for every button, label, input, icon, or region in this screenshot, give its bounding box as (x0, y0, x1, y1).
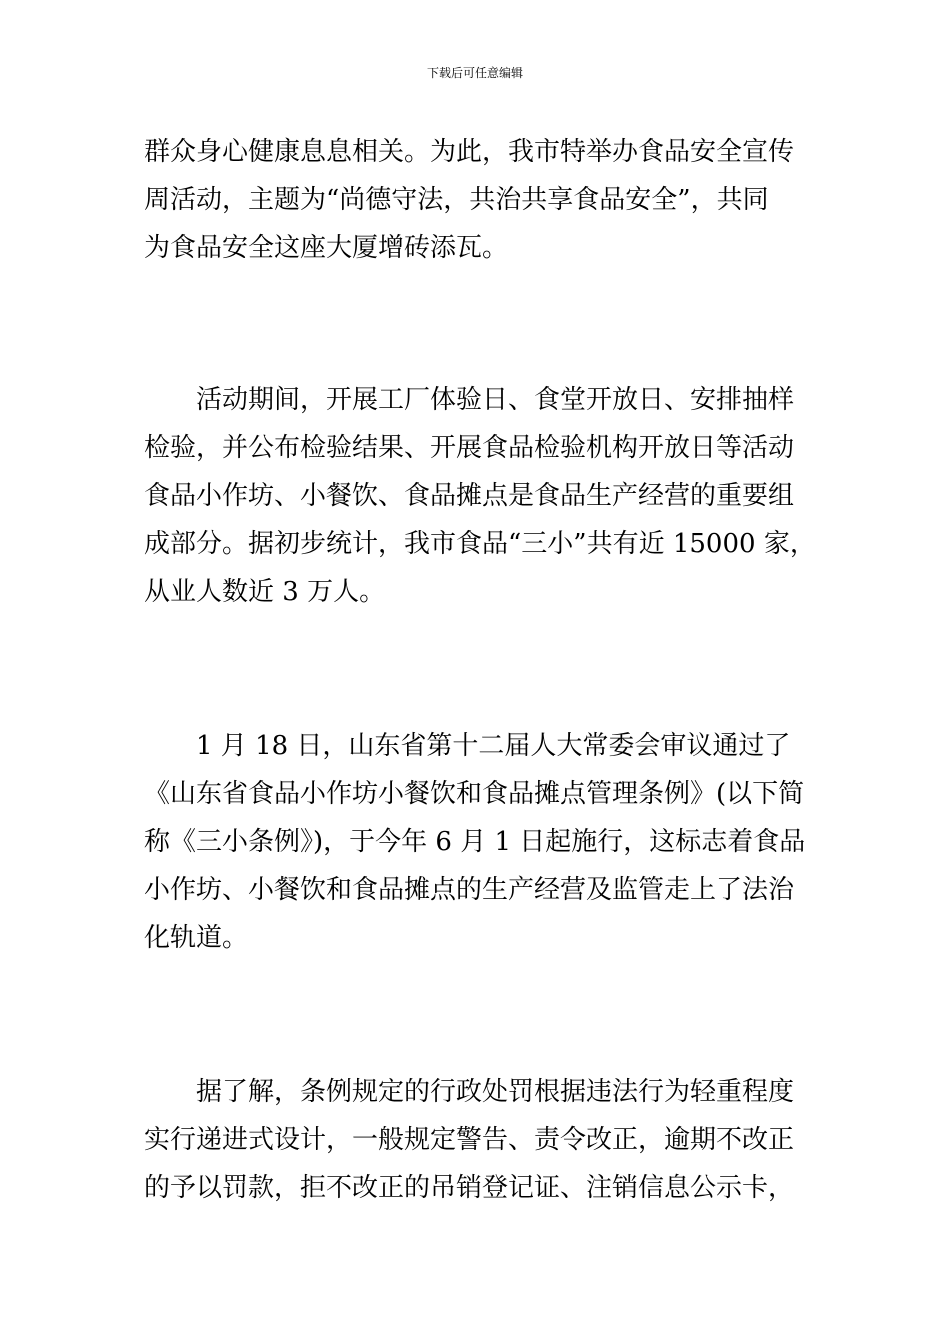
text-line: 据了解，条例规定的行政处罚根据违法行为轻重程度 (144, 1077, 795, 1107)
text-line: 群众身心健康息息相关。为此，我市特举办食品安全宣传 (144, 137, 795, 167)
text-line: 实行递进式设计，一般规定警告、责令改正，逾期不改正 (144, 1125, 795, 1155)
text-line: 活动期间，开展工厂体验日、食堂开放日、安排抽样 (144, 385, 795, 415)
text-line: 为食品安全这座大厦增砖添瓦。 (144, 233, 509, 263)
text-line: 成部分。据初步统计，我市食品“三小”共有近 15000 家， (144, 529, 816, 559)
text-line: 从业人数近 3 万人。 (144, 577, 386, 607)
page-header: 下载后可任意编辑 (426, 66, 523, 80)
text-line: 《山东省食品小作坊小餐饮和食品摊点管理条例》(以下简 (144, 779, 805, 809)
text-line: 检验，并公布检验结果、开展食品检验机构开放日等活动 (144, 433, 795, 463)
text-line: 小作坊、小餐饮和食品摊点的生产经营及监管走上了法治 (144, 875, 795, 905)
text-line: 的予以罚款，拒不改正的吊销登记证、注销信息公示卡， (144, 1173, 795, 1203)
text-line: 周活动，主题为“尚德守法，共治共享食品安全”，共同 (144, 185, 769, 215)
paragraph-4 (144, 1068, 809, 1212)
text-line: 1 月 18 日，山东省第十二届人大常委会审议通过了 (144, 731, 791, 761)
paragraph-3 (144, 722, 809, 962)
text-line: 化轨道。 (144, 923, 249, 953)
text-line: 食品小作坊、小餐饮、食品摊点是食品生产经营的重要组 (144, 481, 795, 511)
paragraph-1 (144, 128, 809, 272)
text-line: 称《三小条例》)，于今年 6 月 1 日起施行，这标志着食品 (144, 827, 806, 857)
paragraph-2 (144, 376, 816, 616)
